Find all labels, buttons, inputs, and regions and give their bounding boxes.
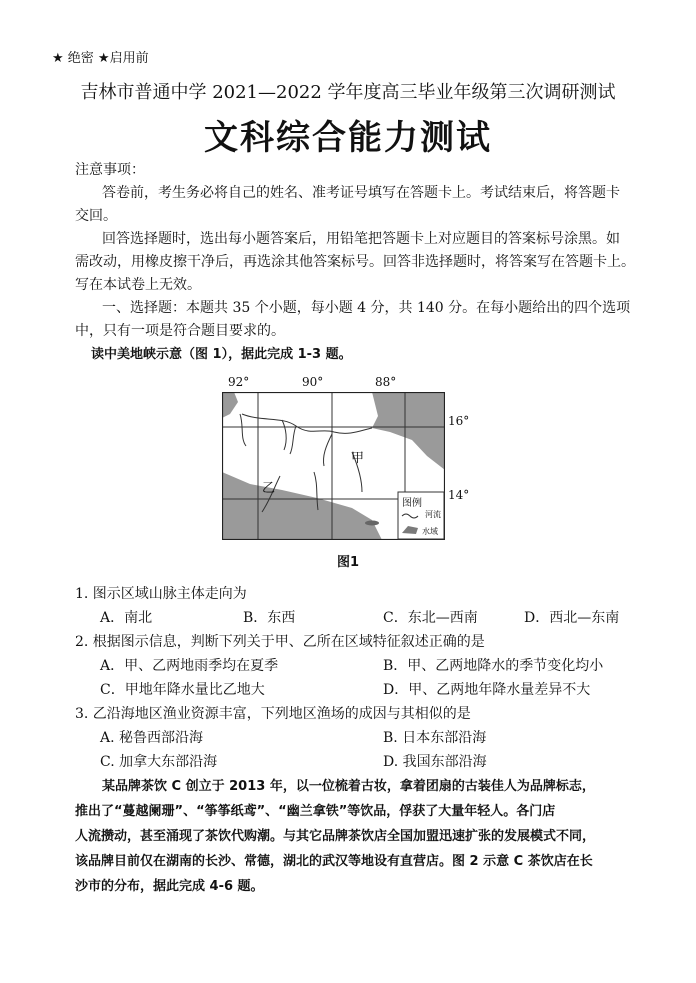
question-option: D. 我国东部沿海: [383, 754, 487, 770]
passage-line: 人流攒动，甚至涌现了茶饮代购潮。与其它品牌茶饮店全国加盟迅速扩张的发展模式不同，: [75, 829, 596, 844]
question-option: C. 加拿大东部沿海: [100, 754, 218, 770]
section-instructions: 中，只有一项是符合题目要求的。: [75, 323, 285, 339]
notice-line: 回答选择题时，选出每小题答案后，用铅笔把答题卡上对应题目的答案标号涂黑。如: [102, 231, 620, 247]
lat-label-16: 16°: [448, 414, 470, 428]
question-option: B．甲、乙两地降水的季节变化均小: [383, 658, 604, 674]
question-option: C．东北—西南: [383, 610, 478, 626]
notice-line: 交回。: [75, 208, 117, 224]
isthmus-map: [222, 392, 445, 540]
figure-caption: 图1: [336, 555, 360, 570]
passage-line: 该品牌目前仅在湖南的长沙、常德，湖北的武汉等地设有直营店。图 2 示意 C 茶饮店在长: [75, 854, 593, 869]
exam-title: 文科综合能力测试: [204, 118, 492, 158]
place-label-jia: 甲: [351, 451, 365, 466]
question-option: B. 日本东部沿海: [383, 730, 487, 746]
question-stem: 3. 乙沿海地区渔业资源丰富，下列地区渔场的成因与其相似的是: [75, 706, 471, 722]
question-option: A．南北: [100, 610, 153, 626]
section-instructions: 一、选择题：本题共 35 个小题，每小题 4 分，共 140 分。在每小题给出的四个选项: [102, 300, 631, 316]
passage-line: 沙市的分布，据此完成 4-6 题。: [75, 879, 264, 894]
question-stem: 1. 图示区域山脉主体走向为: [75, 586, 247, 602]
lon-label-90: 90°: [302, 375, 324, 389]
question-option: D．西北—东南: [524, 610, 620, 626]
passage-line: 某品牌茶饮 C 创立于 2013 年，以一位梳着古妆，拿着团扇的古装佳人为品牌标志，: [102, 779, 595, 794]
question-stem: 2. 根据图示信息，判断下列关于甲、乙所在区域特征叙述正确的是: [75, 634, 485, 650]
question-option: D．甲、乙两地年降水量差异不大: [383, 682, 591, 698]
legend-river-label: 河流: [425, 510, 441, 519]
legend-title: 图例: [402, 498, 422, 509]
question-option: A．甲、乙两地雨季均在夏季: [100, 658, 279, 674]
notice-line: 需改动，用橡皮擦干净后，再选涂其他答案标号。回答非选择题时，将答案写在答题卡上。: [75, 254, 635, 270]
notice-line: 答卷前，考生务必将自己的姓名、准考证号填写在答题卡上。考试结束后，将答题卡: [102, 185, 620, 201]
question-option: B．东西: [243, 610, 296, 626]
lon-label-88: 88°: [375, 375, 397, 389]
notice-line: 写在本试卷上无效。: [75, 277, 201, 293]
lon-label-92: 92°: [228, 375, 250, 389]
lat-label-14: 14°: [448, 488, 470, 502]
place-label-yi: 乙: [262, 481, 276, 496]
exam-subtitle: 吉林市普通中学 2021—2022 学年度高三毕业年级第三次调研测试: [80, 82, 616, 103]
legend-water-label: 水域: [422, 527, 438, 536]
confidential-mark: ★ 绝密 ★启用前: [52, 51, 149, 66]
notice-heading: 注意事项：: [75, 162, 145, 178]
question-option: C．甲地年降水量比乙地大: [100, 682, 265, 698]
question-option: A. 秘鲁西部沿海: [100, 730, 204, 746]
question-intro: 读中美地峡示意（图 1），据此完成 1-3 题。: [91, 347, 352, 362]
passage-line: 推出了“蔓越阑珊”、“筝筝纸鸢”、“幽兰拿铁”等饮品，俘获了大量年轻人。各门店: [75, 804, 556, 819]
